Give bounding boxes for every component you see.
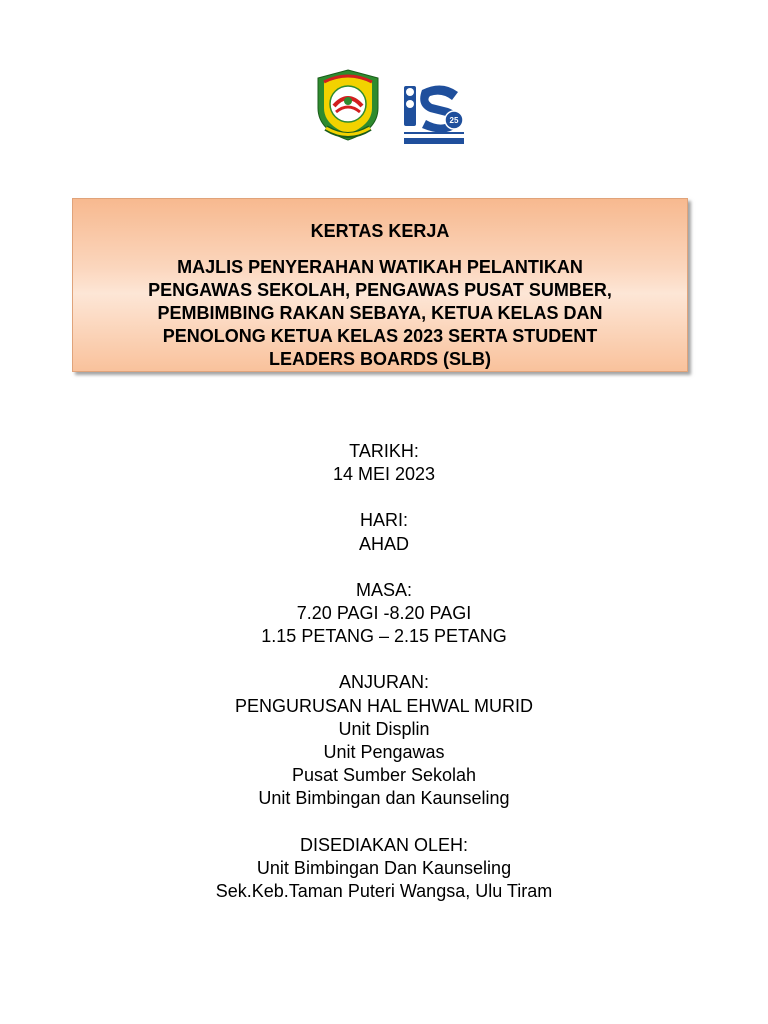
event-title-line: PEMBIMBING RAKAN SEBAYA, KETUA KELAS DAN — [157, 303, 603, 323]
event-title-line: MAJLIS PENYERAHAN WATIKAH PELANTIKAN — [177, 257, 583, 277]
svg-text:25: 25 — [449, 116, 459, 125]
event-title-line: PENOLONG KETUA KELAS 2023 SERTA STUDENT — [162, 326, 598, 346]
document-heading: KERTAS KERJA — [310, 221, 450, 241]
event-title-line: LEADERS BOARDS (SLB) — [268, 349, 491, 369]
time-value: 7.20 PAGI -8.20 PAGI — [296, 603, 472, 624]
sekolah-kebangsaan-25-icon — [402, 82, 466, 148]
prepared-by-item: Sek.Keb.Taman Puteri Wangsa, Ulu Tiram — [215, 881, 553, 902]
school-crest-icon — [312, 68, 384, 142]
time-value: 1.15 PETANG – 2.15 PETANG — [261, 626, 507, 647]
organizer-label: ANJURAN: — [338, 672, 429, 693]
date-label: TARIKH: — [349, 441, 419, 461]
prepared-by-label: DISEDIAKAN OLEH: — [299, 834, 469, 855]
event-title — [93, 256, 667, 371]
event-title-line: PENGAWAS SEKOLAH, PENGAWAS PUSAT SUMBER, — [148, 280, 612, 300]
date-value: 14 MEI 2023 — [332, 464, 436, 485]
organizer-item: Pusat Sumber Sekolah — [291, 765, 477, 786]
title-box — [72, 198, 688, 372]
prepared-by-item: Unit Bimbingan Dan Kaunseling — [256, 857, 512, 878]
event-details — [0, 440, 768, 903]
logo-row — [0, 66, 768, 156]
day-label: HARI: — [359, 510, 408, 531]
organizer-item: PENGURUSAN HAL EHWAL MURID — [234, 695, 534, 716]
organizer-item: Unit Pengawas — [323, 742, 445, 763]
organizer-item: Unit Bimbingan dan Kaunseling — [258, 788, 510, 809]
time-label: MASA: — [355, 579, 412, 600]
organizer-item: Unit Displin — [338, 718, 430, 739]
day-value: AHAD — [358, 533, 409, 554]
